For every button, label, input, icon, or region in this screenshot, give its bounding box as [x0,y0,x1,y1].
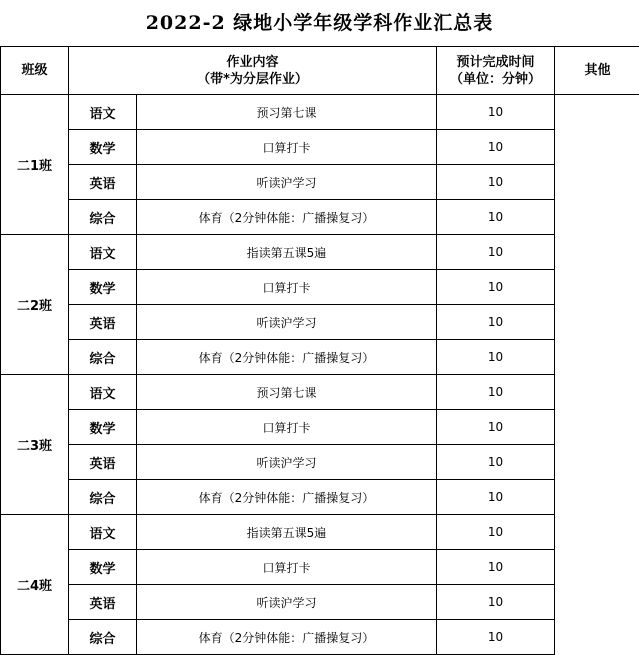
class-name: 二1班 [1,95,69,235]
subject-cell: 综合 [69,340,137,375]
table-row [1,585,639,620]
content-cell: 听读沪学习 [137,585,437,620]
subject-cell: 语文 [69,515,137,550]
time-cell: 10 [437,620,555,655]
time-cell: 10 [437,200,555,235]
table-row [1,340,639,375]
header-time [437,47,555,95]
time-cell: 10 [437,515,555,550]
other-cell [555,95,639,655]
time-cell: 10 [437,130,555,165]
content-cell: 指读第五课5遍 [137,515,437,550]
subject-cell: 数学 [69,130,137,165]
subject-cell: 英语 [69,445,137,480]
table-row [1,95,639,130]
table-row [1,445,639,480]
time-cell: 10 [437,445,555,480]
table-row [1,620,639,655]
subject-cell: 语文 [69,375,137,410]
header-time-line1: 预计完成时间 [437,54,554,71]
content-cell: 口算打卡 [137,410,437,445]
subject-cell: 语文 [69,235,137,270]
content-cell: 预习第七课 [137,375,437,410]
content-cell: 口算打卡 [137,130,437,165]
table-row [1,200,639,235]
table-row [1,305,639,340]
header-content-line1: 作业内容 [69,54,436,71]
subject-cell: 数学 [69,410,137,445]
time-cell: 10 [437,165,555,200]
homework-table [0,46,639,655]
table-row [1,375,639,410]
content-cell: 口算打卡 [137,270,437,305]
table-row [1,515,639,550]
page-title: 2022-2 绿地小学年级学科作业汇总表 [0,0,639,46]
time-cell: 10 [437,410,555,445]
subject-cell: 英语 [69,585,137,620]
time-cell: 10 [437,340,555,375]
subject-cell: 综合 [69,480,137,515]
subject-cell: 数学 [69,270,137,305]
content-cell: 体育（2分钟体能：广播操复习） [137,620,437,655]
class-name: 二2班 [1,235,69,375]
content-cell: 听读沪学习 [137,305,437,340]
content-cell: 体育（2分钟体能：广播操复习） [137,480,437,515]
subject-cell: 英语 [69,305,137,340]
table-row [1,165,639,200]
table-row [1,130,639,165]
content-cell: 体育（2分钟体能：广播操复习） [137,200,437,235]
time-cell: 10 [437,375,555,410]
time-cell: 10 [437,550,555,585]
header-time-line2: （单位：分钟） [437,71,554,88]
table-row [1,480,639,515]
subject-cell: 英语 [69,165,137,200]
time-cell: 10 [437,305,555,340]
class-name: 二4班 [1,515,69,655]
table-row [1,270,639,305]
time-cell: 10 [437,585,555,620]
subject-cell: 综合 [69,200,137,235]
content-cell: 听读沪学习 [137,165,437,200]
time-cell: 10 [437,480,555,515]
subject-cell: 数学 [69,550,137,585]
time-cell: 10 [437,270,555,305]
table-row [1,235,639,270]
content-cell: 指读第五课5遍 [137,235,437,270]
time-cell: 10 [437,235,555,270]
header-other: 其他 [555,47,639,95]
content-cell: 口算打卡 [137,550,437,585]
subject-cell: 综合 [69,620,137,655]
table-row [1,410,639,445]
header-class: 班级 [1,47,69,95]
time-cell: 10 [437,95,555,130]
class-name: 二3班 [1,375,69,515]
content-cell: 听读沪学习 [137,445,437,480]
header-content-line2: （带*为分层作业） [69,71,436,88]
content-cell: 体育（2分钟体能：广播操复习） [137,340,437,375]
header-row [1,47,639,95]
header-content [69,47,437,95]
subject-cell: 语文 [69,95,137,130]
table-row [1,550,639,585]
content-cell: 预习第七课 [137,95,437,130]
